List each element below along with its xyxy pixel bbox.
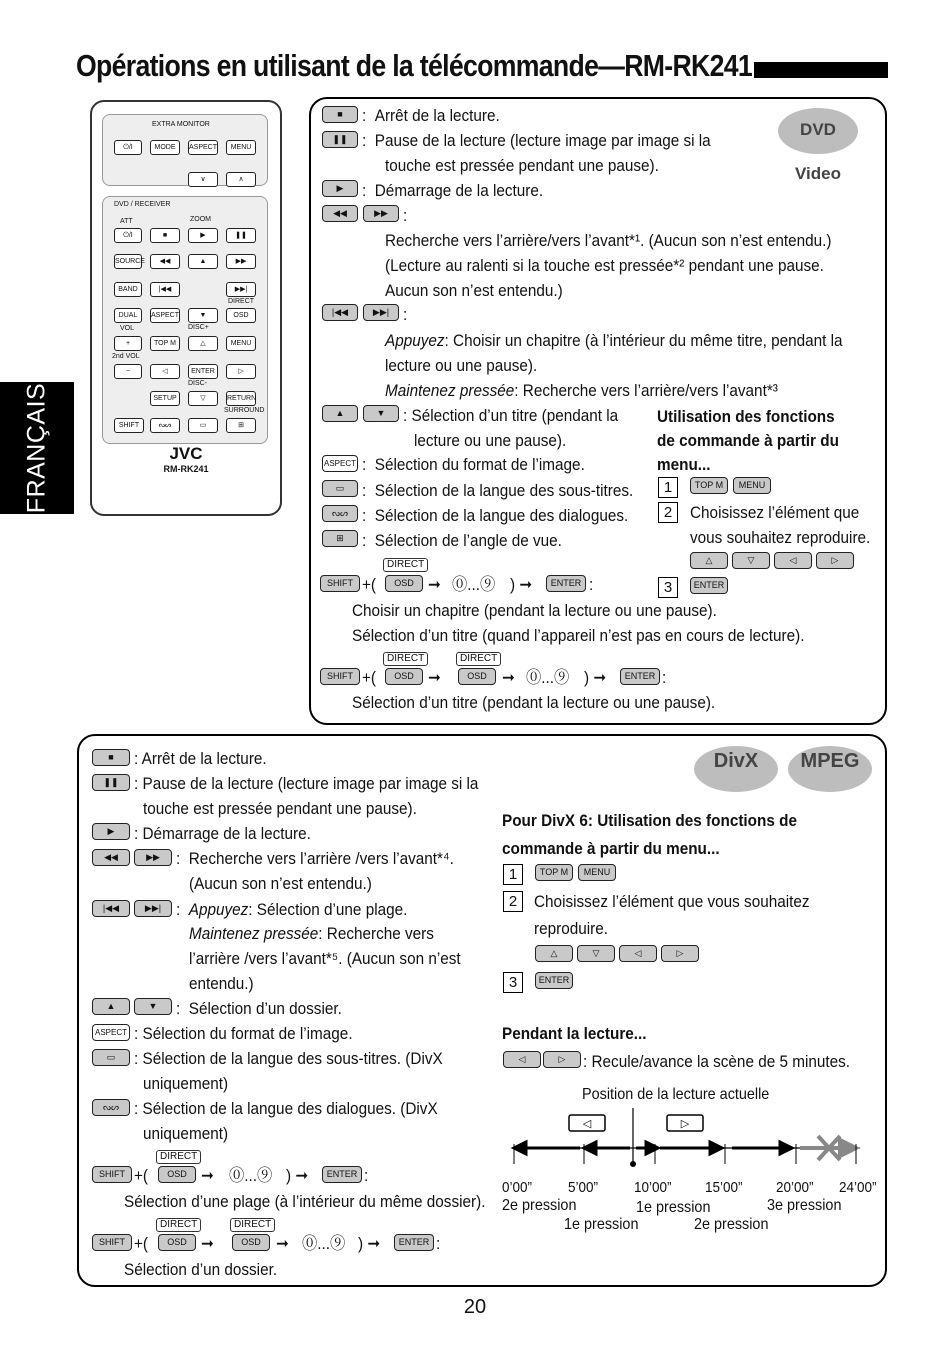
- dvd-digits-2: ⓪...⑨: [526, 668, 570, 687]
- divx-enter-icon-2: ENTER: [394, 1234, 434, 1251]
- dvd-direct-line3: Sélection d’un titre (pendant la lecture ou une pause).: [352, 693, 716, 712]
- dvd-direct-line2: Sélection d’un titre (quand l’appareil n’est pas en cours de lecture).: [352, 626, 805, 645]
- timeline-caption: Position de la lecture actuelle: [582, 1086, 770, 1103]
- down-triangle-key: ▽: [188, 391, 218, 406]
- divx-forward-icon: ▶▶: [134, 849, 172, 866]
- divx-osd-icon-3: OSD: [232, 1234, 270, 1251]
- return-key: RETURN: [226, 391, 256, 406]
- divx-skip-line2: [189, 921, 434, 946]
- next-icon: ▶▶|: [363, 304, 399, 321]
- down-key: ∨: [188, 172, 218, 187]
- divx-skip-hold: Maintenez pressée: [189, 924, 319, 943]
- divx-up-icon: ▲: [92, 998, 130, 1015]
- mpeg-logo: MPEG: [788, 746, 872, 792]
- divx-pause-line1: Pause de la lecture (lecture image par image si la: [142, 774, 479, 793]
- dvd-search-line2: (Lecture au ralenti si la touche est pressée*² pendant une pause.: [385, 256, 824, 275]
- jvc-logo: JVC: [169, 444, 203, 463]
- dvd-aspect-label: Sélection du format de l’image.: [374, 455, 585, 474]
- language-tab: [0, 382, 74, 514]
- tick-label-5: 5’00”: [568, 1179, 599, 1196]
- fast-forward-icon: ▶▶: [363, 205, 399, 222]
- stop-icon: ■: [322, 106, 358, 123]
- shift-icon-2: SHIFT: [320, 668, 360, 685]
- dvd-pause-text: : Pause de la lecture (lecture image par image si la: [362, 131, 711, 150]
- osd-icon-2: OSD: [385, 668, 423, 685]
- dvd-skip-colon: :: [403, 305, 408, 324]
- dvd-direct-close: ) ➞: [510, 575, 533, 594]
- dvd-direct2-arrow1: ➞: [428, 668, 441, 687]
- extra-monitor-label: EXTRA MONITOR: [152, 121, 210, 128]
- source-key: SOURCE: [114, 254, 142, 269]
- zoom-label: ZOOM: [190, 216, 211, 223]
- direct-label: DIRECT: [228, 298, 255, 305]
- disc-plus-label: DISC+: [188, 324, 209, 331]
- osd-icon-3: OSD: [458, 668, 496, 685]
- scene-skip-text: : Recule/avance la scène de 5 minutes.: [583, 1052, 851, 1071]
- divx-pause-icon: ❚❚: [92, 774, 130, 791]
- left-triangle-icon: ◁: [774, 552, 812, 569]
- divx-right-triangle-icon: ▷: [661, 945, 699, 962]
- back-arrowhead-1: [584, 1142, 596, 1154]
- scene-forward-icon: ▷: [543, 1051, 581, 1068]
- audio-key: ᔓᔕ: [150, 418, 180, 433]
- divx-direct-line1: Sélection d’une plage (à l’intérieur du même dossier).: [124, 1192, 486, 1211]
- dvd-subtitle-text: : Sélection de la langue des sous-titres.: [362, 481, 634, 500]
- divx-enter-icon: ENTER: [322, 1166, 362, 1183]
- direct-label-2: DIRECT: [383, 652, 428, 666]
- divx-direct-label-1: DIRECT: [156, 1150, 201, 1164]
- enter-icon: ENTER: [546, 575, 586, 592]
- dvd-aspect-text: : Sélection du format de l’image.: [362, 455, 585, 474]
- dvd-digits-1: ⓪...⑨: [452, 575, 496, 594]
- right-triangle-icon: ▷: [816, 552, 854, 569]
- divx-direct2-colon: :: [436, 1234, 441, 1253]
- dvd-direct-line1: Choisir un chapitre (pendant la lecture ou une pause).: [352, 601, 717, 620]
- prev-key: |◀◀: [150, 282, 180, 297]
- divx-next-icon: ▶▶|: [134, 900, 172, 917]
- divx-shift-icon: SHIFT: [92, 1166, 132, 1183]
- dvd-menu-title-1: Utilisation des fonctions: [657, 407, 835, 426]
- dvd-stop-text: : Arrêt de la lecture.: [362, 106, 500, 125]
- divx-skip-hold-text: : Recherche vers: [318, 924, 434, 943]
- topm-key: TOP M: [150, 336, 180, 351]
- forward-arrowhead-1: [646, 1142, 658, 1154]
- divx-menu-icon: MENU: [578, 864, 616, 881]
- play-icon: ▶: [322, 180, 358, 197]
- dvd-angle-label: Sélection de l’angle de vue.: [374, 531, 562, 550]
- divx-direct-close: ) ➞: [286, 1166, 309, 1185]
- tick-label-15: 15’00”: [705, 1179, 743, 1196]
- angle-icon: ⊞: [322, 530, 358, 547]
- divx-direct-label-3: DIRECT: [230, 1218, 275, 1232]
- vol-down-key: −: [114, 364, 142, 379]
- divx-direct-open: +(: [134, 1166, 149, 1185]
- timeline-end-blocked: [800, 1136, 856, 1160]
- power-key-2: ⏻/I: [114, 228, 142, 243]
- stop-key: ■: [150, 228, 180, 243]
- up-triangle-key: △: [188, 336, 218, 351]
- divx-direct2-open: +(: [134, 1234, 149, 1253]
- rewind-icon: ◀◀: [322, 205, 358, 222]
- aspect-key: ASPECT: [188, 140, 218, 155]
- divx-subtitle-line1: Sélection de la langue des sous-titres. (DivX: [142, 1049, 443, 1068]
- divx-play-icon: ▶: [92, 823, 130, 840]
- power-key: ⏻/I: [114, 140, 142, 155]
- divx-stop-label: Arrêt de la lecture.: [141, 749, 267, 768]
- aspect-icon: ASPECT: [322, 455, 358, 472]
- forward-arrowhead-2: [710, 1142, 722, 1154]
- dvd-step-2: 2: [658, 502, 678, 523]
- divx-play-text: : Démarrage de la lecture.: [134, 824, 311, 843]
- press-label-forward-1: 1e pression: [636, 1199, 711, 1216]
- dvd-step2-line1: Choisissez l’élément que: [690, 503, 860, 522]
- dvd-skip-line3: [385, 378, 778, 403]
- divx-left-triangle-icon: ◁: [619, 945, 657, 962]
- up-triangle-icon: △: [690, 552, 728, 569]
- divx-digits-1: ⓪...⑨: [229, 1166, 273, 1185]
- dvd-skip-hold: Maintenez pressée: [385, 381, 515, 400]
- divx-search-line1: : Recherche vers l’arrière /vers l’avant*⁴.: [176, 849, 454, 868]
- remote-control-illustration: [90, 100, 282, 516]
- osd-icon: OSD: [385, 575, 423, 592]
- divx-subtitle-text: : Sélection de la langue des sous-titres. (DivX: [134, 1049, 443, 1068]
- divx-direct-line2: Sélection d’un dossier.: [124, 1260, 278, 1279]
- att-label: ATT: [120, 218, 133, 225]
- divx-subtitle-line2: uniquement): [143, 1074, 229, 1093]
- osd-key: OSD: [226, 308, 256, 323]
- divx-direct-arrow1: ➞: [201, 1166, 214, 1185]
- press-label-back-1: 1e pression: [564, 1216, 639, 1233]
- divx-osd-icon: OSD: [158, 1166, 196, 1183]
- press-label-forward-2: 2e pression: [694, 1216, 769, 1233]
- divx-stop-text: : Arrêt de la lecture.: [134, 749, 267, 768]
- divx-audio-icon: ᔓᔕ: [92, 1099, 130, 1116]
- divx-audio-line2: uniquement): [143, 1124, 229, 1143]
- divx-osd-icon-2: OSD: [158, 1234, 196, 1251]
- divx-skip-line3: l’arrière /vers l’avant*⁵. (Aucun son n’est: [189, 949, 461, 968]
- divx-topm-icon: TOP M: [535, 864, 573, 881]
- vol2-label: 2nd VOL: [112, 353, 140, 360]
- tick-label-24: 24’00”: [839, 1179, 877, 1196]
- divx-step2-line1: Choisissez l’élément que vous souhaitez: [534, 892, 810, 911]
- dual-key: DUAL: [114, 308, 142, 323]
- dvd-play-label: Démarrage de la lecture.: [374, 181, 544, 200]
- dvd-audio-text: : Sélection de la langue des dialogues.: [362, 506, 629, 525]
- dvd-angle-text: : Sélection de l’angle de vue.: [362, 531, 562, 550]
- left-key: ◁: [150, 364, 180, 379]
- divx-aspect-text: : Sélection du format de l’image.: [134, 1024, 353, 1043]
- dvd-menu-title-3: menu...: [657, 455, 711, 474]
- page-number: 20: [463, 1296, 487, 1318]
- dvd-direct2-colon: :: [662, 668, 667, 687]
- timeline-back-glyph: ◁: [582, 1117, 592, 1130]
- dvd-search-colon: :: [403, 206, 408, 225]
- direct-label-3: DIRECT: [456, 652, 501, 666]
- dvd-skip-press-text: : Choisir un chapitre (à l’intérieur du même titre, pendant la: [444, 331, 843, 350]
- divx-skip-press-text: : Sélection d’une plage.: [248, 900, 408, 919]
- press-label-back-2: 2e pression: [502, 1197, 577, 1214]
- divx-skip-line1: : Appuyez: Sélection d’une plage.: [176, 900, 408, 919]
- subtitle-icon: ▭: [322, 480, 358, 497]
- shift-key: SHIFT: [114, 418, 144, 433]
- next-key: ▶▶|: [226, 282, 256, 297]
- during-playback-title: Pendant la lecture...: [502, 1024, 647, 1043]
- forward-arrowhead-3: [780, 1142, 792, 1154]
- scene-back-icon: ◁: [503, 1051, 541, 1068]
- dvd-skip-press: Appuyez: [385, 331, 445, 350]
- right-key: ▷: [226, 364, 256, 379]
- dvd-skip-line2: lecture ou une pause).: [385, 356, 538, 375]
- enter-icon-3: ENTER: [690, 577, 728, 594]
- dvd-step-3: 3: [658, 577, 678, 598]
- timeline-arrows: [514, 1142, 792, 1154]
- divx-step-2: 2: [503, 891, 523, 912]
- menu-key: MENU: [226, 140, 256, 155]
- dvd-pause-line2: touche est pressée pendant une pause).: [385, 156, 659, 175]
- page-title: Opérations en utilisant de la télécommande—RM-RK241: [76, 48, 753, 83]
- dvd-step2-line2: vous souhaitez reproduire.: [690, 528, 871, 547]
- direct-label-1: DIRECT: [383, 558, 428, 572]
- pause-icon: ❚❚: [322, 131, 358, 148]
- dvd-skip-hold-text: : Recherche vers l’arrière/vers l’avant*³: [514, 381, 778, 400]
- up-key: ∧: [226, 172, 256, 187]
- topm-icon: TOP M: [690, 477, 728, 494]
- divx-direct2-arrow2: ➞: [276, 1234, 289, 1253]
- divx-menu-title-2: commande à partir du menu...: [502, 839, 720, 858]
- dvd-direct-open: +(: [362, 575, 377, 594]
- divx-shift-icon-2: SHIFT: [92, 1234, 132, 1251]
- play-key: ▶: [188, 228, 218, 243]
- tick-label-0: 0’00”: [502, 1179, 533, 1196]
- setup-key: SETUP: [150, 391, 180, 406]
- divx-step-1: 1: [503, 864, 523, 885]
- divx-rewind-icon: ◀◀: [92, 849, 130, 866]
- dvd-step-1: 1: [658, 477, 678, 498]
- dvd-play-text: : Démarrage de la lecture.: [362, 181, 544, 200]
- title-rule: [754, 62, 888, 78]
- divx-down-triangle-icon: ▽: [577, 945, 615, 962]
- mode-key: MODE: [150, 140, 180, 155]
- band-key: BAND: [114, 282, 142, 297]
- subtitle-key: ▭: [188, 418, 218, 433]
- down-arrow-key: ▼: [188, 308, 218, 323]
- divx-pause-line2: touche est pressée pendant une pause).: [143, 799, 417, 818]
- down-triangle-icon: ▽: [732, 552, 770, 569]
- divx-previous-icon: |◀◀: [92, 900, 130, 917]
- dvd-direct2-arrow2: ➞: [502, 668, 515, 687]
- divx-direct-colon: :: [364, 1166, 369, 1185]
- divx-digits-2: ⓪...⑨: [302, 1234, 346, 1253]
- divx-stop-icon: ■: [92, 749, 130, 766]
- language-label: FRANÇAIS: [22, 382, 51, 514]
- enter-key: ENTER: [188, 364, 218, 379]
- tick-label-10: 10’00”: [634, 1179, 672, 1196]
- divx-aspect-label: Sélection du format de l’image.: [142, 1024, 353, 1043]
- divx-step-3: 3: [503, 972, 523, 993]
- rewind-key: ◀◀: [150, 254, 180, 269]
- divx-search-label: Recherche vers l’arrière /vers l’avant*⁴.: [188, 849, 454, 868]
- vol-label: VOL: [120, 325, 135, 332]
- dvd-title-select-line1: : Sélection d’un titre (pendant la: [403, 406, 619, 425]
- surround-label: SURROUND: [224, 407, 265, 414]
- disc-minus-label: DISC-: [188, 380, 208, 387]
- dvd-skip-line1: [385, 328, 843, 353]
- dvd-stop-label: Arrêt de la lecture.: [374, 106, 500, 125]
- previous-icon: |◀◀: [322, 304, 358, 321]
- forward-key: ▶▶: [226, 254, 256, 269]
- divx-audio-text: : Sélection de la langue des dialogues. (DivX: [134, 1099, 438, 1118]
- audio-icon: ᔓᔕ: [322, 505, 358, 522]
- shift-icon: SHIFT: [320, 575, 360, 592]
- divx-enter-icon-3: ENTER: [535, 972, 573, 989]
- divx-step2-line2: reproduire.: [534, 919, 608, 938]
- vol-up-key: +: [114, 336, 142, 351]
- divx-pause-text: : Pause de la lecture (lecture image par image si la: [134, 774, 479, 793]
- divx-folder-text: : Sélection d’un dossier.: [176, 999, 342, 1018]
- dvd-direct2-close: ) ➞: [584, 668, 607, 687]
- divx-direct2-arrow1: ➞: [201, 1234, 214, 1253]
- remote-model: RM-RK241: [163, 464, 209, 474]
- press-label-forward-3: 3e pression: [767, 1197, 842, 1214]
- up-arrow-icon: ▲: [322, 405, 358, 422]
- dvd-subtitle-label: Sélection de la langue des sous-titres.: [374, 481, 634, 500]
- blocked-arrowhead: [840, 1140, 856, 1156]
- dvd-search-line3: Aucun son n’est entendu.): [385, 281, 563, 300]
- divx-skip-press: Appuyez: [188, 900, 249, 919]
- divx-direct-label-2: DIRECT: [156, 1218, 201, 1232]
- enter-icon-2: ENTER: [620, 668, 660, 685]
- pause-key: ❚❚: [226, 228, 256, 243]
- dvd-direct2-open: +(: [362, 668, 377, 687]
- dvd-direct-colon: :: [589, 575, 594, 594]
- up-arrow-key: ▲: [188, 254, 218, 269]
- timeline-forward-glyph: ▷: [680, 1117, 690, 1130]
- dvd-direct-arrow1: ➞: [428, 575, 441, 594]
- dvd-title-select-line2: lecture ou une pause).: [414, 431, 567, 450]
- menu-key-2: MENU: [226, 336, 256, 351]
- dvd-pause-line1: Pause de la lecture (lecture image par image si la: [374, 131, 711, 150]
- dvd-menu-title-2: de commande à partir du: [657, 431, 839, 450]
- menu-icon: MENU: [733, 477, 771, 494]
- divx-down-icon: ▼: [134, 998, 172, 1015]
- back-arrowhead-2: [514, 1142, 526, 1154]
- dvd-receiver-label: DVD / RECEIVER: [114, 201, 171, 208]
- aspect-key-2: ASPECT: [150, 308, 180, 323]
- divx-logo: DivX: [694, 746, 778, 792]
- divx-direct2-close: ) ➞: [358, 1234, 381, 1253]
- dvd-audio-label: Sélection de la langue des dialogues.: [374, 506, 629, 525]
- down-arrow-icon: ▼: [363, 405, 399, 422]
- divx-subtitle-icon: ▭: [92, 1049, 130, 1066]
- tick-label-20: 20’00”: [776, 1179, 814, 1196]
- dvd-video-logo: DVD Video: [778, 108, 858, 154]
- divx-folder-label: Sélection d’un dossier.: [188, 999, 342, 1018]
- current-position-dot: [630, 1161, 636, 1167]
- divx-play-label: Démarrage de la lecture.: [142, 824, 311, 843]
- divx-up-triangle-icon: △: [535, 945, 573, 962]
- divx-audio-line1: Sélection de la langue des dialogues. (DivX: [142, 1099, 438, 1118]
- divx-skip-line4: entendu.): [189, 974, 254, 993]
- angle-key: ⊞: [226, 418, 256, 433]
- dvd-search-line1: Recherche vers l’arrière/vers l’avant*¹. (Aucun son n’est entendu.): [385, 231, 832, 250]
- divx-aspect-icon: ASPECT: [92, 1024, 130, 1041]
- divx-menu-title-1: Pour DivX 6: Utilisation des fonctions de: [502, 811, 797, 830]
- divx-search-line2: (Aucun son n’est entendu.): [189, 874, 372, 893]
